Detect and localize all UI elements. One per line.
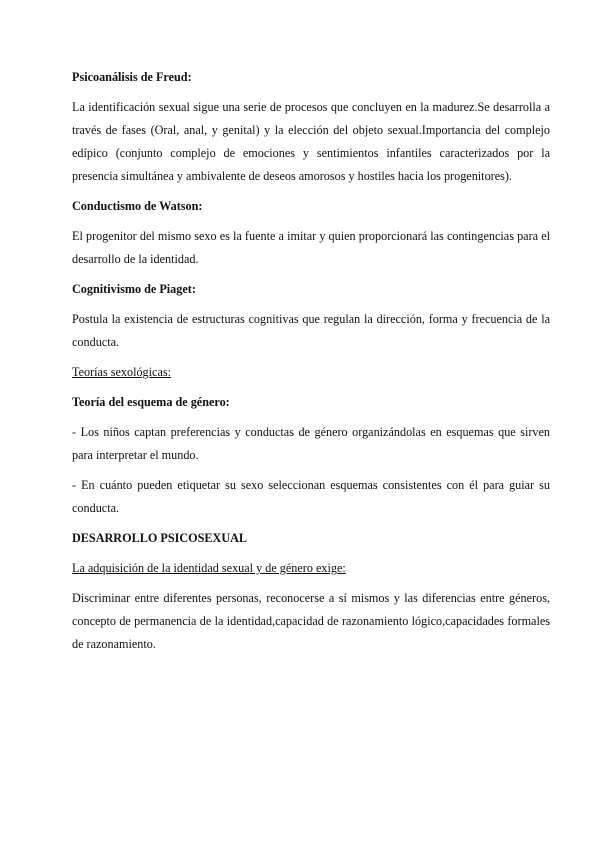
esquema-genero-heading: Teoría del esquema de género: <box>72 395 230 409</box>
desarrollo-subheading: La adquisición de la identidad sexual y de género exige: <box>72 561 346 575</box>
section-heading-piaget: Cognitivismo de Piaget: <box>72 282 196 296</box>
section-text-watson: El progenitor del mismo sexo es la fuente a imitar y quien proporcionará las contingencias para el desarrollo de la identidad. <box>72 229 550 266</box>
document-content <box>72 66 550 656</box>
esquema-item-1: - Los niños captan preferencias y conductas de género organizándolas en esquemas que sirven para interpretar el mundo. <box>72 425 550 462</box>
section-text-freud: La identificación sexual sigue una serie de procesos que concluyen en la madurez.Se desarrolla a través de fases (Oral, anal, y genital) y la elección del objeto sexual.Importancia del complejo edípico (conjunto complejo de emociones y sentimientos infantiles caracterizados por la presencia simultánea y ambivalente de deseos amorosos y hostiles hacia los progenitores). <box>72 100 550 183</box>
desarrollo-psicosexual-heading: DESARROLLO PSICOSEXUAL <box>72 531 248 545</box>
teorias-sexologicas-label: Teorías sexológicas: <box>72 365 171 379</box>
section-text-piaget: Postula la existencia de estructuras cognitivas que regulan la dirección, forma y frecuencia de la conducta. <box>72 312 550 349</box>
section-heading-freud: Psicoanálisis de Freud: <box>72 70 192 84</box>
desarrollo-text: Discriminar entre diferentes personas, reconocerse a sí mismos y las diferencias entre géneros, concepto de permanencia de la identidad,capacidad de razonamiento lógico,capacidades formales de razonamiento. <box>72 591 550 651</box>
section-heading-watson: Conductismo de Watson: <box>72 199 203 213</box>
esquema-item-2: - En cuánto pueden etiquetar su sexo seleccionan esquemas consistentes con él para guiar su conducta. <box>72 478 550 515</box>
